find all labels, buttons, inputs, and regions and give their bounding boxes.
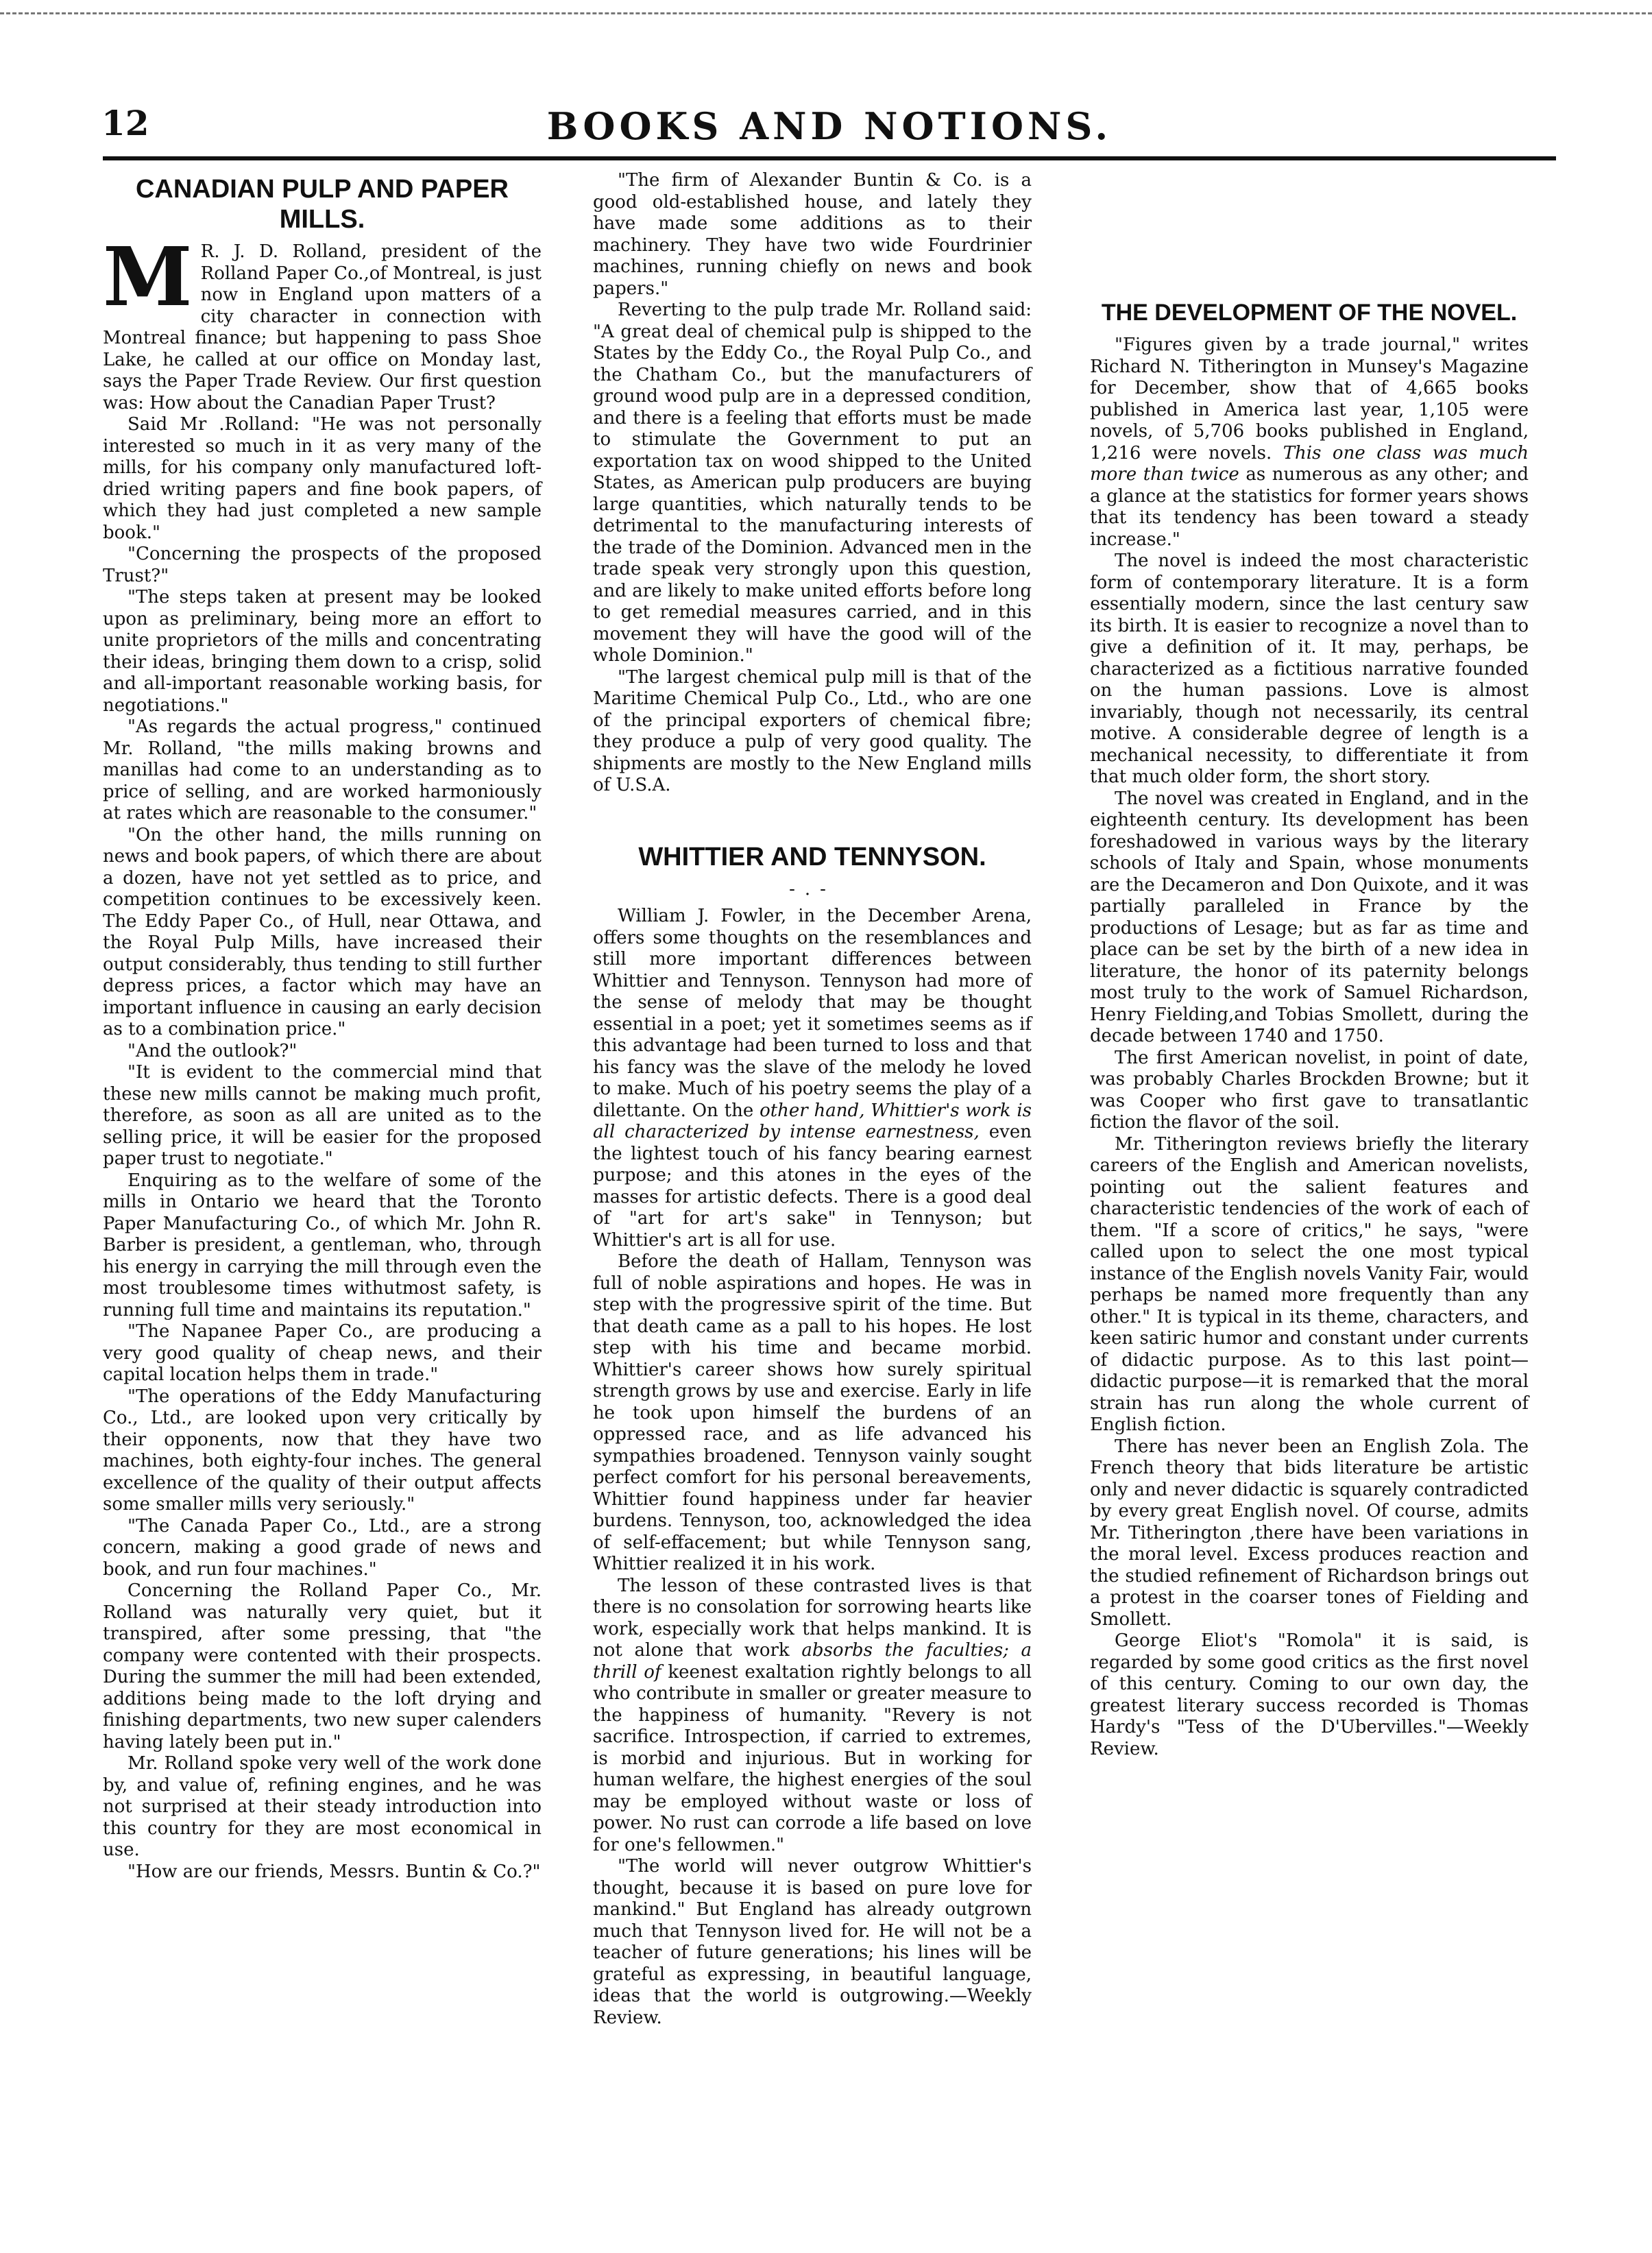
top-border — [0, 12, 1652, 14]
column-2 — [593, 170, 1032, 2029]
paragraph: "As regards the actual progress," continued Mr. Rolland, "the mills making browns and manillas had come to an understanding as to price of selling, and are worked harmoniously at rates which are reasonable to the consumer." — [103, 716, 542, 823]
paragraph: "And the outlook?" — [127, 1040, 297, 1061]
spacer — [1090, 170, 1529, 293]
paragraph: "The Canada Paper Co., Ltd., are a strong concern, making a good grade of news and book, and run four machines." — [103, 1515, 542, 1580]
paragraph: The lesson of these contrasted lives is that there is no consolation for sorrowing hearts like work, especially work that helps mankind. It is not alone that work absorbs the faculties; a thrill of keenest exaltation rightly belongs to all who contribute in smaller or greater measure to the happiness of humanity. "Revery is not sacrifice. Introspection, if carried to extremes, is morbid and injurious. But in working for human welfare, the highest energies of the soul may be employed without waste or loss of power. No rust can corrode a life based on love for one's fellowmen." — [593, 1575, 1032, 1855]
paragraph: "It is evident to the commercial mind that these new mills cannot be making much profit, therefore, as soon as all are united as to the selling price, it will be easier for the proposed paper trust to negotiate." — [103, 1062, 542, 1169]
paragraph: "How are our friends, Messrs. Buntin & Co.?" — [127, 1861, 541, 1882]
column-3 — [1090, 170, 1529, 1760]
paragraph: "Figures given by a trade journal," writes Richard N. Titherington in Munsey's Magazine for December, show that of 4,665 books published in America last year, 1,105 were novels, of 5,706 books published in England, 1,216 were novels. This one class was much more than twice as numerous as any other; and a glance at the statistics for former years shows that its tendency has been toward a steady increase." — [1090, 335, 1529, 550]
spacer — [593, 797, 1032, 838]
paragraph: "The largest chemical pulp mill is that of the Maritime Chemical Pulp Co., Ltd., who are one of the principal exporters of chemical fibre; they produce a pulp of very good quality. The shipments are mostly to the New England mills of U.S.A. — [593, 666, 1032, 795]
paragraph: "The world will never outgrow Whittier's thought, because it is based on pure love for mankind." But England has already outgrown much that Tennyson lived for. He will not be a teacher of future generations; his lines will be grateful as expressing, in beautiful language, ideas that the world is outgrowing.—Weekly Review. — [593, 1856, 1032, 2028]
article-title-novel: THE DEVELOPMENT OF THE NOVEL. — [1101, 300, 1518, 326]
paragraph: M R. J. D. Rolland, president of the Rolland Paper Co.,of Montreal, is just now in England upon matters of a city character in connection with Montreal finance; but happening to pass Shoe Lake, he called at our office on Monday last, says the Paper Trade Review. Our first question was: How about the Canadian Paper Trust? — [103, 229, 542, 413]
paragraph: Mr. Rolland spoke very well of the work done by, and value of, refining engines, and he was not surprised at their steady introduction into this country for they are most economical in use. — [103, 1753, 542, 1860]
paragraph: Concerning the Rolland Paper Co., Mr. Rolland was naturally very quiet, but it transpired, after some pressing, that "the company were contented with their prospects. During the summer the mill had been extended, additions being made to the loft drying and finishing departments, two new super calenders having lately been put in." — [103, 1580, 542, 1752]
drop-cap: M — [103, 229, 193, 324]
running-head: BOOKS AND NOTIONS. — [546, 104, 1113, 148]
paragraph: Mr. Titherington reviews briefly the literary careers of the English and American novelists, pointing out the salient features and characteristic tendencies of the work of each of them. "If a score of critics," he says, "were called upon to select the one most typical instance of the English novels Vanity Fair, would perhaps be named more frequently than any other." It is typical in its theme, characters, and keen satiric humor and constant under currents of didactic purpose. As to this last point—didactic purpose—it is remarked that the moral strain has run along the whole current of English fiction. — [1090, 1133, 1529, 1435]
article-title-pulp: CANADIAN PULP AND PAPER MILLS. — [135, 175, 509, 234]
paragraph: The first American novelist, in point of date, was probably Charles Brockden Browne; but it was Cooper who first gave to transatlantic fiction the flavor of the soil. — [1090, 1047, 1529, 1133]
paragraph: "On the other hand, the mills running on news and book papers, of which there are about a dozen, have not yet settled as to price, and competition continues to be excessively keen. The Eddy Paper Co., of Hull, near Ottawa, and the Royal Pulp Mills, have increased their output considerably, thus tending to still further depress prices, a factor which may have an important influence in causing an early decision as to a combination price." — [103, 824, 542, 1039]
paragraph: There has never been an English Zola. The French theory that bids literature be artistic only and never didactic is squarely contradicted by every great English novel. Of course, admits Mr. Titherington ,there have been variations in the moral level. Excess produces reaction and the studied refinement of Richardson brings out a protest in the coarser tones of Fielding and Smollett. — [1090, 1436, 1529, 1630]
paragraph: The novel is indeed the most characteristic form of contemporary literature. It is a form essentially modern, since the last century saw its birth. It is easier to recognize a novel than to give a definition of it. It may, perhaps, be characterized as a fictitious narrative founded on the human passions. Love is almost invariably, though not necessarily, its central motive. A considerable degree of length is a mechanical necessity, to differentiate it from that much older form, the short story. — [1090, 551, 1529, 787]
paragraph: Before the death of Hallam, Tennyson was full of noble aspirations and hopes. He was in step with the progressive spirit of the time. But that death came as a pall to his hopes. He lost step with his time and became morbid. Whittier's career shows how surely spiritual strength grows by use and exercise. Early in life he took upon himself the burdens of an oppressed race, and as life advanced his sympathies broadened. Tennyson vainly sought perfect comfort for his personal bereavements, Whittier found happiness under far heavier burdens. Tennyson, too, acknowledged the idea of self-effacement; but while Tennyson sang, Whittier realized it in his work. — [593, 1251, 1032, 1574]
paragraph: "The firm of Alexander Buntin & Co. is a good old-established house, and lately they have made some additions as to their machinery. They have two wide Fourdrinier machines, running chiefly on news and book papers." — [593, 170, 1032, 299]
paragraph: "The steps taken at present may be looked upon as preliminary, being more an effort to unite proprietors of the mills and concentrating their ideas, bringing them down to a crisp, solid and all-important reasonable working basis, for negotiations." — [103, 587, 542, 716]
paragraph: Reverting to the pulp trade Mr. Rolland said: "A great deal of chemical pulp is shipped to the States by the Eddy Co., the Royal Pulp Co., and the Chatham Co., but the manufacturers of ground wood pulp are in a depressed condition, and there is a feeling that efforts must be made to stimulate the Government to put an exportation tax on wood shipped to the United States, as American pulp producers are buying large quantities, which naturally tends to be detrimental to the manufacturing interests of the trade of the Dominion. Advanced men in the trade speak very strongly upon this question, and are likely to make united efforts before long to get remedial measures carried, and in this movement they will have the good will of the whole Dominion." — [593, 300, 1032, 666]
paragraph: "The Napanee Paper Co., are producing a very good quality of cheap news, and their capital location helps them in trade." — [103, 1321, 542, 1385]
paragraph: The novel was created in England, and in the eighteenth century. Its development has been foreshadowed in various ways by the literary schools of Italy and Spain, whose monuments are the Decameron and Don Quixote, and it was partially paralleled in France by the productions of Lesage; but as far as time and place can be set by the birth of a new idea in literature, the honor of its paternity belongs most truly to the work of Samuel Richardson, Henry Fielding,and Tobias Smollett, during the decade between 1740 and 1750. — [1090, 788, 1529, 1046]
paragraph: "Concerning the prospects of the proposed Trust?" — [103, 544, 542, 586]
paragraph: Said Mr .Rolland: "He was not personally interested so much in it as very many of the mills, for his company only manufactured loft-dried writing papers and fine book papers, of which they had just completed a new sample book." — [103, 414, 542, 543]
page-number: 12 — [101, 103, 149, 143]
header-rule — [103, 156, 1556, 160]
paragraph: George Eliot's "Romola" it is said, is regarded by some good critics as the first novel of this century. Coming to our own day, the greatest literary success recorded is Thomas Hardy's "Tess of the D'Ubervilles."—Weekly Review. — [1090, 1630, 1529, 1759]
article-title-whittier: WHITTIER AND TENNYSON. — [638, 842, 986, 871]
paragraph: Enquiring as to the welfare of some of the mills in Ontario we heard that the Toronto Paper Manufacturing Co., of which Mr. John R. Barber is president, a gentleman, who, through his energy in carrying the mill through even the most troublesome times withutmost safety, is running full time and maintains its reputation." — [103, 1170, 542, 1321]
column-1 — [103, 170, 542, 1883]
paragraph: William J. Fowler, in the December Arena, offers some thoughts on the resemblances and still more important differences between Whittier and Tennyson. Tennyson had more of the sense of melody that may be thought essential in a poet; yet it sometimes seems as if this advantage had been turned to loss and that his fancy was the slave of the melody he loved to make. Much of his poetry seems the play of a dilettante. On the other hand, Whittier's work is all characterized by intense earnestness, even the lightest touch of his fancy bearing earnest purpose; and this atones in the eyes of the masses for artistic defects. There is a good deal of "art for art's sake" in Tennyson; but Whittier's art is all for use. — [593, 906, 1032, 1251]
paragraph: "The operations of the Eddy Manufacturing Co., Ltd., are looked upon very critically by their opponents, now that they have two machines, both eighty-four inches. The general excellence of the quality of their output affects some smaller mills very seriously." — [103, 1386, 542, 1515]
title-ornament: -.- — [789, 878, 836, 900]
